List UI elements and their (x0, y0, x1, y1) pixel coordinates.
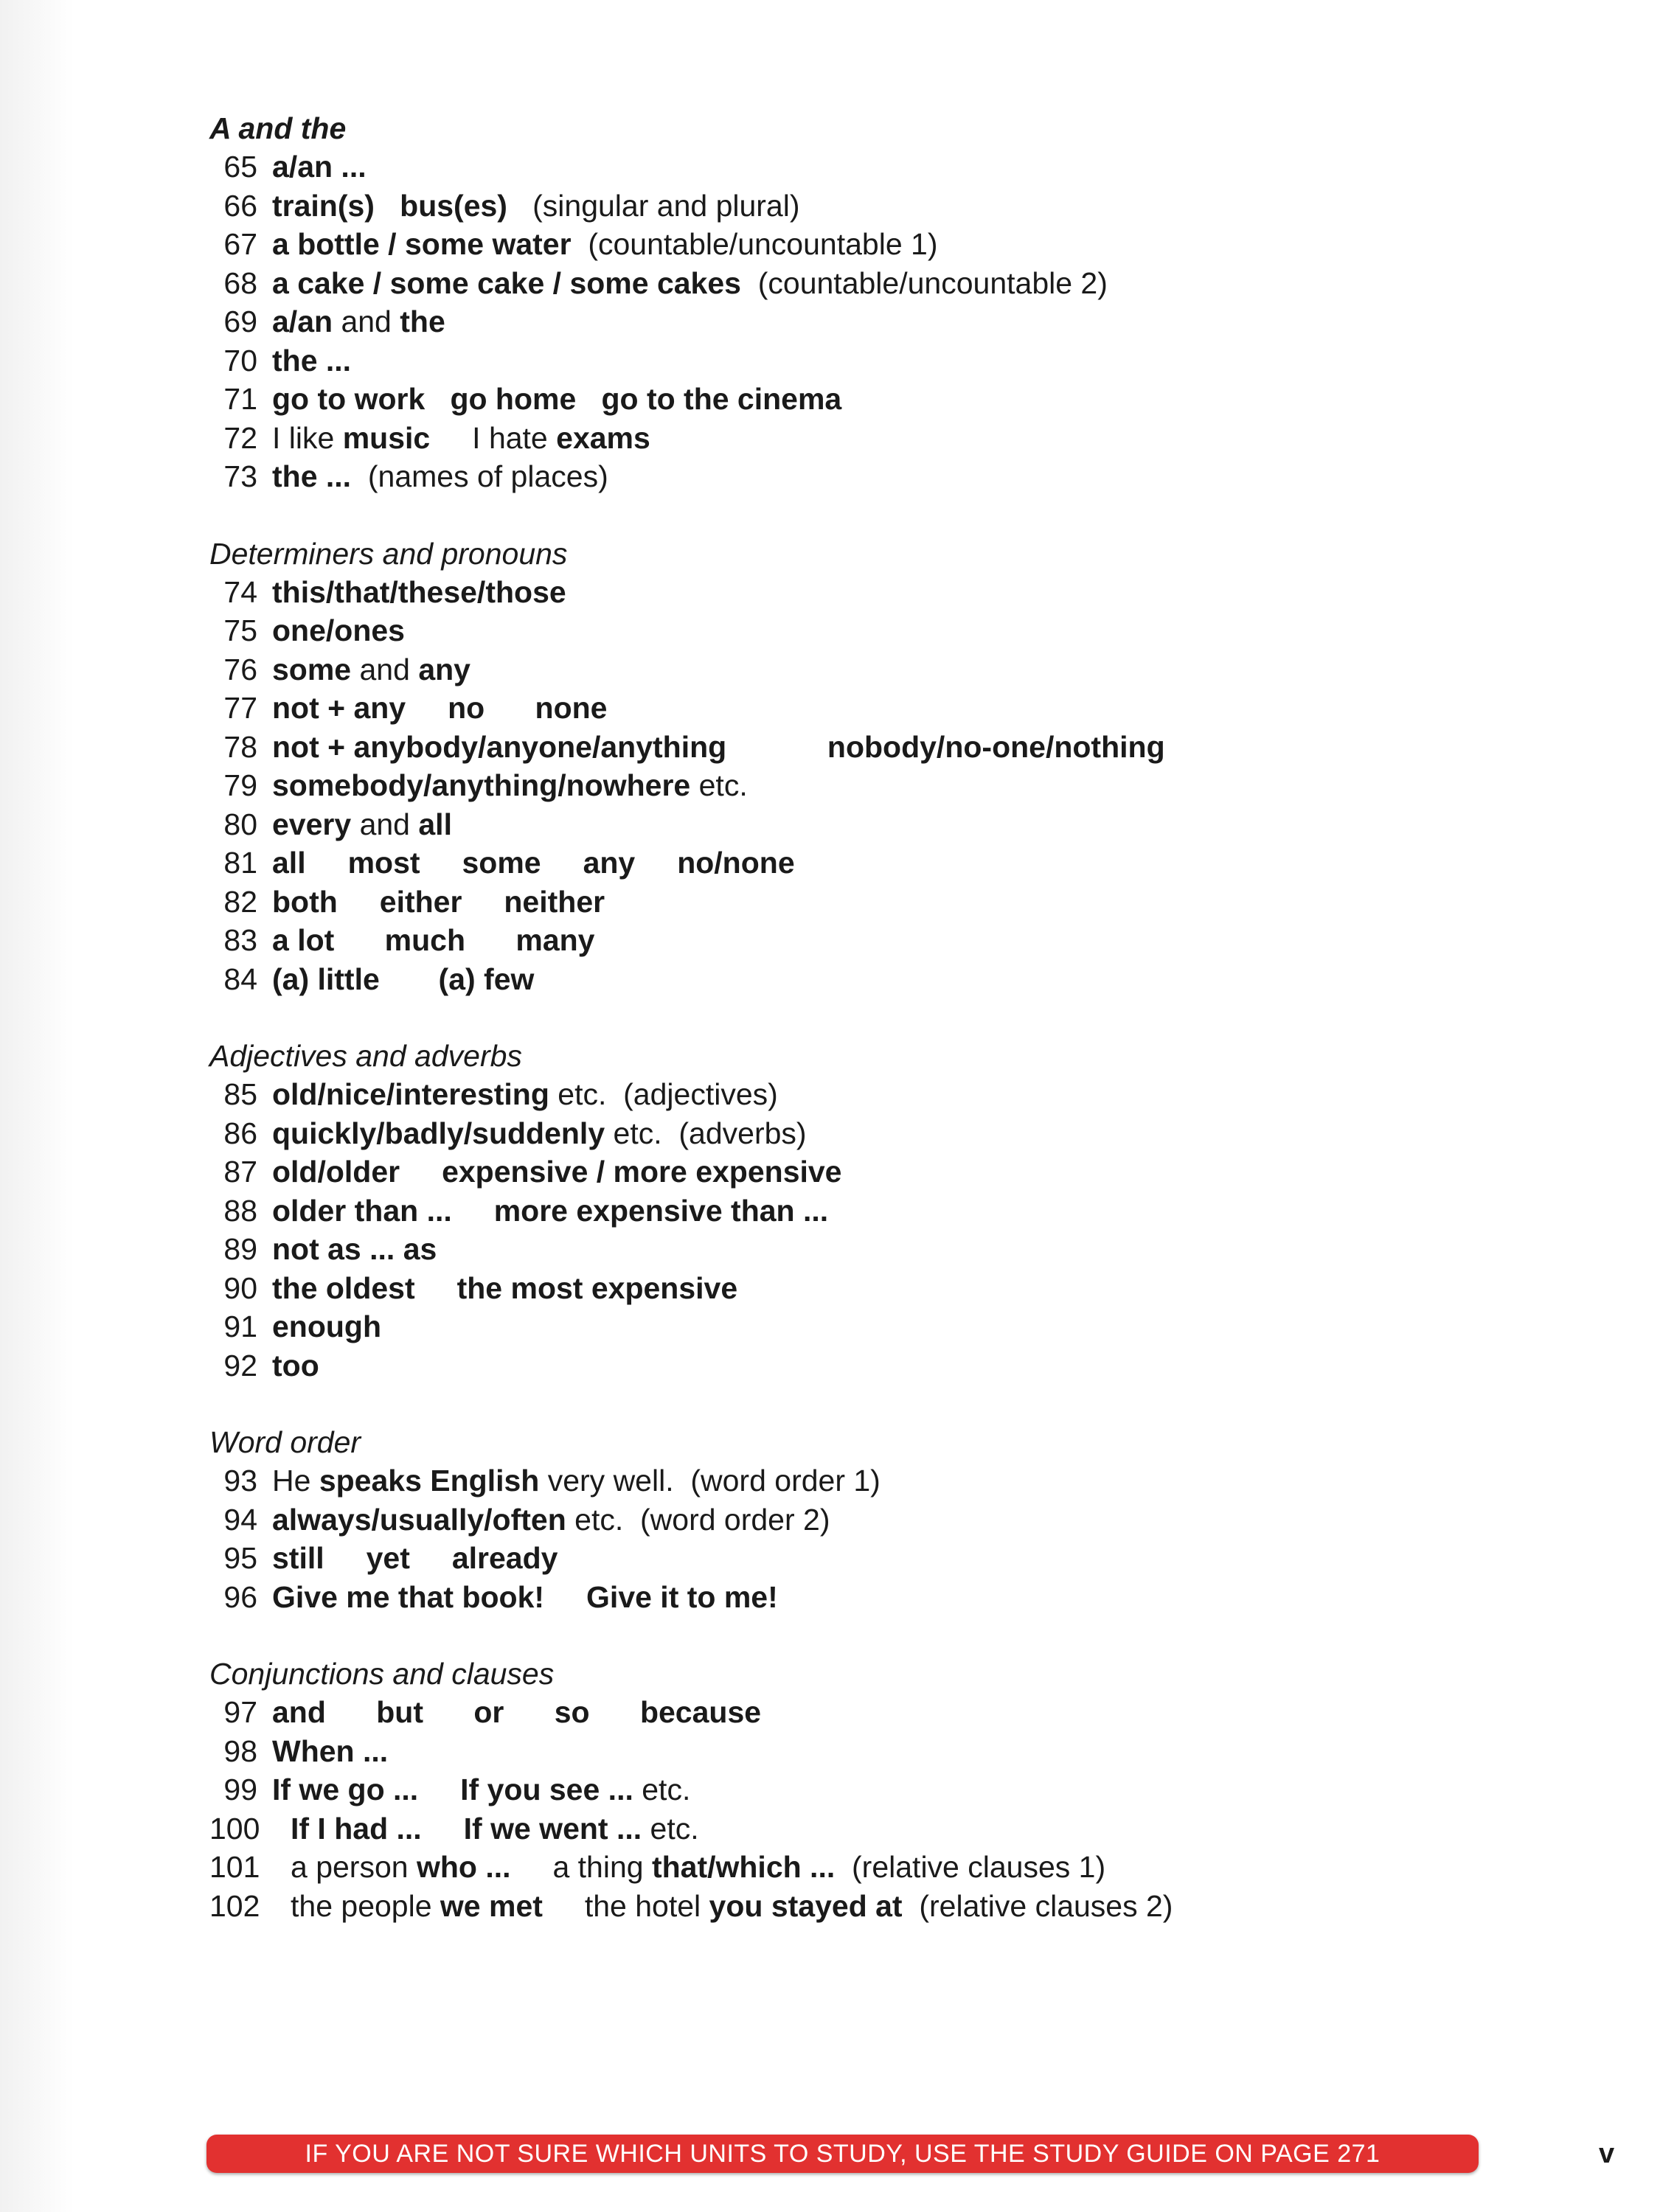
unit-number: 77 (223, 691, 257, 725)
unit-title (272, 1346, 319, 1385)
unit-keyword: quickly/badly/suddenly (272, 1116, 605, 1150)
unit-title (272, 921, 594, 960)
unit-note: and (351, 652, 419, 686)
unit-entry[interactable] (209, 1269, 1537, 1308)
contents-list (209, 109, 1537, 1964)
unit-keyword: already (451, 1541, 558, 1575)
unit-entry[interactable] (209, 1114, 1537, 1153)
unit-number: 97 (223, 1695, 257, 1729)
unit-note: and (351, 807, 419, 841)
unit-keyword: or (473, 1695, 504, 1729)
unit-keyword: go home (450, 382, 577, 416)
unit-note (400, 1152, 442, 1192)
unit-keyword: If we go ... (272, 1773, 419, 1806)
unit-keyword: the (400, 305, 445, 338)
unit-number: 67 (223, 227, 257, 261)
unit-entry[interactable] (209, 728, 1537, 767)
unit-title (291, 1887, 1173, 1926)
unit-entry[interactable] (209, 457, 1537, 496)
unit-keyword: a/an ... (272, 150, 367, 184)
unit-title (272, 147, 367, 187)
unit-title (272, 1539, 558, 1578)
unit-title (272, 341, 351, 380)
unit-keyword: most (347, 846, 420, 880)
unit-entry[interactable] (209, 264, 1537, 303)
unit-number: 68 (223, 265, 257, 300)
unit-entry[interactable] (209, 650, 1537, 689)
unit-title (272, 1192, 828, 1231)
unit-title (272, 1307, 381, 1346)
unit-number: 85 (223, 1077, 257, 1111)
section (209, 109, 1537, 496)
unit-title (272, 1578, 778, 1617)
unit-note (420, 844, 462, 883)
unit-keyword: the ... (272, 459, 352, 493)
unit-keyword: a bottle / some water (272, 227, 572, 261)
unit-number: 87 (223, 1155, 257, 1189)
section-title: Determiners and pronouns (209, 536, 568, 571)
unit-number: 76 (223, 652, 257, 686)
unit-keyword: so (554, 1695, 590, 1729)
unit-note: (singular and plural) (507, 188, 800, 223)
unit-keyword: the ... (272, 343, 352, 378)
unit-keyword: who ... (416, 1850, 511, 1884)
unit-note (635, 844, 677, 883)
unit-title (272, 611, 405, 650)
unit-keyword: the oldest (272, 1270, 415, 1305)
section-title: A and the (209, 111, 347, 145)
unit-entry[interactable] (209, 1500, 1537, 1540)
unit-keyword: old/older (272, 1155, 400, 1189)
unit-entry[interactable] (209, 302, 1537, 341)
unit-number: 66 (223, 188, 257, 223)
unit-entry[interactable] (209, 1307, 1537, 1346)
unit-number: 70 (223, 343, 257, 378)
unit-number: 95 (223, 1541, 257, 1575)
unit-number: 84 (223, 961, 257, 996)
unit-note: etc. (642, 1811, 699, 1846)
unit-keyword: If you see ... (460, 1773, 633, 1806)
unit-number: 79 (223, 768, 257, 802)
unit-number: 93 (223, 1464, 257, 1498)
unit-keyword: not + anybody/anyone/anything (272, 729, 727, 764)
unit-keyword: many (515, 923, 595, 957)
section (209, 1655, 1537, 1925)
unit-keyword: nobody/no-one/nothing (827, 729, 1165, 764)
unit-number: 96 (223, 1579, 257, 1614)
unit-note: very well. (word order 1) (539, 1464, 881, 1498)
unit-entry[interactable] (209, 1152, 1537, 1192)
unit-number: 65 (223, 150, 257, 184)
unit-note (576, 380, 601, 419)
unit-keyword: older than ... (272, 1193, 452, 1228)
unit-keyword: none (535, 691, 608, 725)
unit-entry[interactable] (209, 1732, 1537, 1771)
unit-keyword: either (379, 884, 462, 919)
section (209, 1037, 1537, 1385)
unit-note (465, 921, 515, 960)
page-gutter-shadow (0, 0, 74, 2212)
unit-number: 83 (223, 923, 257, 957)
unit-entry[interactable] (209, 1461, 1537, 1500)
unit-title (291, 1809, 699, 1848)
unit-note: etc. (633, 1773, 691, 1806)
unit-number: 102 (209, 1888, 260, 1923)
unit-keyword: because (639, 1695, 762, 1729)
unit-title (272, 1269, 737, 1308)
unit-keyword: much (384, 923, 466, 957)
unit-keyword: (a) little (272, 961, 380, 996)
unit-note (415, 1269, 457, 1308)
unit-entry[interactable] (209, 225, 1537, 264)
unit-keyword: neither (504, 884, 605, 919)
unit-note: and (333, 305, 400, 338)
unit-keyword: If we went ... (463, 1811, 642, 1846)
unit-entry[interactable] (209, 1539, 1537, 1578)
unit-note: (relative clauses 2) (902, 1888, 1173, 1923)
unit-note: a thing (510, 1850, 652, 1884)
unit-entry[interactable] (209, 1693, 1537, 1732)
unit-note (410, 1539, 452, 1578)
unit-keyword: yet (366, 1541, 410, 1575)
unit-note (452, 1192, 494, 1231)
unit-note: the hotel (542, 1888, 709, 1923)
unit-entry[interactable] (209, 187, 1537, 226)
unit-keyword: still (272, 1541, 324, 1575)
unit-title (272, 573, 566, 612)
unit-keyword: too (272, 1348, 319, 1382)
unit-note (338, 883, 380, 922)
unit-number: 98 (223, 1733, 257, 1768)
unit-title (272, 728, 1165, 767)
unit-entry[interactable] (209, 844, 1537, 883)
unit-note: I like (272, 420, 343, 455)
unit-note (541, 844, 583, 883)
unit-note (425, 380, 450, 419)
unit-keyword: speaks English (319, 1464, 540, 1498)
unit-entry[interactable] (209, 1230, 1537, 1269)
unit-number: 78 (223, 729, 257, 764)
unit-number: 88 (223, 1193, 257, 1228)
unit-keyword: a/an (272, 305, 333, 338)
unit-note (423, 1693, 473, 1732)
unit-number: 71 (223, 382, 257, 416)
unit-title (272, 225, 937, 264)
unit-note (326, 1693, 376, 1732)
unit-note: etc. (690, 768, 748, 802)
unit-number: 86 (223, 1116, 257, 1150)
unit-keyword: any (418, 652, 470, 686)
unit-number: 73 (223, 459, 257, 493)
unit-note (334, 921, 384, 960)
unit-keyword: you stayed at (709, 1888, 903, 1923)
unit-title (272, 1500, 830, 1540)
unit-keyword: If I had ... (291, 1811, 422, 1846)
unit-title (272, 689, 607, 728)
unit-title (272, 1693, 761, 1732)
unit-keyword: some (462, 846, 541, 880)
unit-title (272, 883, 605, 922)
unit-title (272, 1770, 690, 1809)
unit-note (422, 1809, 464, 1848)
unit-title (272, 419, 650, 458)
study-guide-banner (206, 2135, 1479, 2173)
unit-note (406, 689, 448, 728)
unit-keyword: Give it to me! (586, 1579, 778, 1614)
unit-entry[interactable] (209, 960, 1537, 999)
unit-title (272, 302, 445, 341)
unit-keyword: all (418, 807, 452, 841)
section-title: Adjectives and adverbs (209, 1039, 522, 1073)
unit-note (306, 844, 348, 883)
section-title: Conjunctions and clauses (209, 1657, 555, 1691)
unit-note (462, 883, 504, 922)
unit-note (504, 1693, 554, 1732)
unit-entry[interactable] (209, 1809, 1537, 1848)
unit-entry[interactable] (209, 883, 1537, 922)
unit-title (272, 844, 795, 883)
unit-title (272, 805, 452, 844)
unit-keyword: somebody/anything/nowhere (272, 768, 691, 802)
unit-number: 69 (223, 305, 257, 338)
unit-entry[interactable] (209, 1887, 1537, 1926)
unit-keyword: that/which ... (651, 1850, 836, 1884)
unit-keyword: some (272, 652, 352, 686)
unit-keyword: all (272, 846, 306, 880)
unit-keyword: Give me that book! (272, 1579, 545, 1614)
unit-title (291, 1848, 1105, 1887)
unit-keyword: exams (556, 420, 650, 455)
unit-entry[interactable] (209, 921, 1537, 960)
unit-title (272, 1075, 778, 1114)
study-guide-banner-text: IF YOU ARE NOT SURE WHICH UNITS TO STUDY, USE THE STUDY GUIDE ON PAGE 271 (305, 2139, 1381, 2168)
unit-number: 99 (223, 1773, 257, 1806)
unit-entry[interactable] (209, 1578, 1537, 1617)
unit-title (272, 1732, 388, 1771)
unit-number: 90 (223, 1270, 257, 1305)
unit-entry[interactable] (209, 147, 1537, 187)
unit-note: etc. (word order 2) (566, 1502, 830, 1537)
section (209, 535, 1537, 999)
unit-keyword: both (272, 884, 338, 919)
unit-keyword: not + any (272, 691, 406, 725)
unit-keyword: music (342, 420, 431, 455)
unit-note (726, 728, 827, 767)
unit-number: 81 (223, 846, 257, 880)
unit-note (485, 689, 535, 728)
section (209, 1423, 1537, 1616)
unit-note: He (272, 1464, 319, 1498)
unit-number: 89 (223, 1232, 257, 1266)
unit-keyword: bus(es) (400, 188, 507, 223)
unit-note: (countable/uncountable 2) (740, 265, 1108, 300)
unit-keyword: no/none (677, 846, 795, 880)
unit-number: 72 (223, 420, 257, 455)
unit-keyword: always/usually/often (272, 1502, 566, 1537)
unit-note (380, 960, 439, 999)
page-number: v (1599, 2138, 1615, 2169)
unit-keyword: go to the cinema (601, 382, 842, 416)
unit-note (324, 1539, 367, 1578)
unit-note (418, 1770, 460, 1809)
unit-title (272, 1461, 881, 1500)
unit-keyword: the most expensive (456, 1270, 738, 1305)
unit-entry[interactable] (209, 1770, 1537, 1809)
unit-title (272, 1152, 842, 1192)
unit-title (272, 1114, 807, 1153)
unit-keyword: When ... (272, 1733, 389, 1768)
unit-number: 101 (209, 1850, 260, 1884)
unit-number: 74 (223, 574, 257, 609)
unit-title (272, 457, 608, 496)
unit-note (590, 1693, 640, 1732)
unit-keyword: more expensive than ... (493, 1193, 829, 1228)
unit-entry[interactable] (209, 611, 1537, 650)
unit-note: (relative clauses 1) (835, 1850, 1106, 1884)
unit-keyword: no (448, 691, 485, 725)
unit-keyword: expensive / more expensive (442, 1155, 842, 1189)
unit-keyword: every (272, 807, 352, 841)
unit-title (272, 960, 534, 999)
unit-entry[interactable] (209, 341, 1537, 380)
unit-note: etc. (adverbs) (605, 1116, 807, 1150)
unit-number: 100 (209, 1811, 260, 1846)
unit-entry[interactable] (209, 380, 1537, 419)
unit-keyword: enough (272, 1310, 382, 1343)
unit-keyword: but (376, 1695, 424, 1729)
unit-number: 92 (223, 1348, 257, 1382)
unit-number: 80 (223, 807, 257, 841)
unit-entry[interactable] (209, 419, 1537, 458)
unit-number: 91 (223, 1310, 257, 1343)
unit-keyword: (a) few (438, 961, 535, 996)
unit-title (272, 766, 748, 805)
unit-keyword: go to work (272, 382, 426, 416)
unit-entry[interactable] (209, 573, 1537, 612)
unit-number: 75 (223, 613, 257, 647)
unit-note (375, 187, 400, 226)
unit-note (544, 1578, 586, 1617)
unit-keyword: train(s) (272, 188, 375, 223)
unit-keyword: this/that/these/those (272, 574, 566, 609)
unit-note: (names of places) (351, 459, 608, 493)
unit-keyword: any (583, 846, 636, 880)
unit-title (272, 187, 800, 226)
unit-keyword: old/nice/interesting (272, 1077, 549, 1111)
unit-entry[interactable] (209, 1346, 1537, 1385)
unit-entry[interactable] (209, 1192, 1537, 1231)
unit-number: 82 (223, 884, 257, 919)
unit-keyword: a lot (272, 923, 335, 957)
unit-entry[interactable] (209, 689, 1537, 728)
unit-entry[interactable] (209, 805, 1537, 844)
unit-keyword: a cake / some cake / some cakes (272, 265, 741, 300)
unit-title (272, 380, 841, 419)
section-title: Word order (209, 1425, 361, 1459)
unit-entry[interactable] (209, 1075, 1537, 1114)
unit-keyword: not as ... as (272, 1232, 437, 1266)
unit-note: (countable/uncountable 1) (571, 227, 938, 261)
unit-note: I hate (430, 420, 557, 455)
unit-keyword: one/ones (272, 613, 405, 647)
unit-title (272, 264, 1108, 303)
unit-note: the people (291, 1888, 440, 1923)
unit-title (272, 650, 470, 689)
unit-note: etc. (adjectives) (549, 1077, 778, 1111)
unit-number: 94 (223, 1502, 257, 1537)
unit-title (272, 1230, 437, 1269)
unit-keyword: we met (440, 1888, 543, 1923)
unit-entry[interactable] (209, 1848, 1537, 1887)
unit-keyword: and (272, 1695, 326, 1729)
unit-note: a person (291, 1850, 417, 1884)
unit-entry[interactable] (209, 766, 1537, 805)
